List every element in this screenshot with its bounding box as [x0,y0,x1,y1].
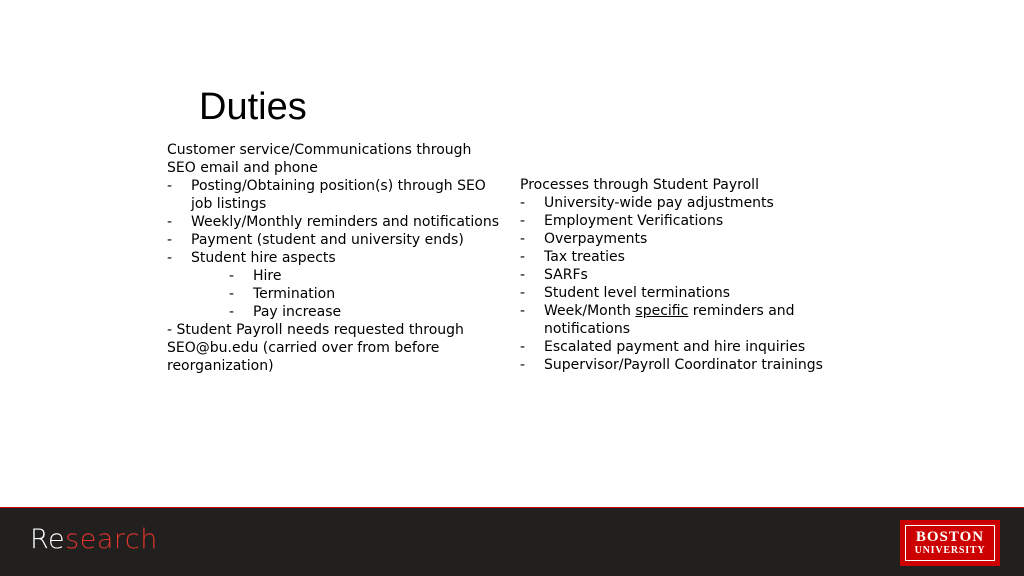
list-item-text: Escalated payment and hire inquiries [544,339,806,355]
right-column [520,176,860,374]
bullet-dash: - [520,249,526,265]
bullet-dash: - [167,250,173,266]
list-item-text: Overpayments [544,231,648,247]
list-item-text: SARFs [544,267,588,283]
logo-line-boston: BOSTON [915,529,985,545]
sub-list-item-text: Pay increase [253,304,342,320]
list-item-text: Weekly/Monthly reminders and notifications [191,214,500,230]
bullet-dash: - [520,213,526,229]
list-item [520,284,860,302]
list-item-text: Student level terminations [544,285,731,301]
left-note: - Student Payroll needs requested through SEO@bu.edu (carried over from before reorganization) [167,322,464,374]
bullet-dash: - [229,268,235,284]
bullet-dash: - [520,231,526,247]
slide-title: Duties [199,86,307,128]
week-prefix: Week/Month [544,303,636,319]
week-suffix: reminders and notifications [544,303,795,337]
list-item-text: Supervisor/Payroll Coordinator trainings [544,357,823,373]
bullet-dash: - [167,214,173,230]
right-intro: Processes through Student Payroll [520,177,759,193]
list-item [167,231,502,249]
bullet-dash: - [520,267,526,283]
sub-list-item [167,267,502,285]
bullet-dash: - [167,232,173,248]
logo-text-search: search [65,524,158,555]
logo-frame [905,525,995,561]
logo-text-re: Re [30,524,66,555]
footer-bar [0,507,1024,576]
sub-list-item-text: Termination [253,286,336,302]
list-item [520,338,860,356]
list-item-text: Employment Verifications [544,213,724,229]
underlined-word: specific [635,303,689,319]
list-item [167,177,502,213]
list-item [520,194,860,212]
list-item-text: Student hire aspects [191,250,336,266]
sub-list-item [167,303,502,321]
bullet-dash: - [167,178,173,194]
boston-university-logo [900,520,1000,566]
bullet-dash: - [520,303,526,319]
bullet-dash: - [229,286,235,302]
list-item [167,213,502,231]
sub-list-item [167,285,502,303]
list-item [520,266,860,284]
left-intro: Customer service/Communications through SEO email and phone [167,142,472,176]
list-item [520,356,860,374]
list-item [520,248,860,266]
list-item [520,302,860,338]
list-item-text: Payment (student and university ends) [191,232,464,248]
logo-line-university: UNIVERSITY [914,545,986,556]
list-item [167,249,502,267]
bullet-dash: - [520,285,526,301]
left-column [167,141,502,375]
bullet-dash: - [520,339,526,355]
bullet-dash: - [520,195,526,211]
list-item-text: University-wide pay adjustments [544,195,774,211]
bullet-dash: - [520,357,526,373]
list-item [520,212,860,230]
sub-list-item-text: Hire [253,268,282,284]
list-item-text: Tax treaties [544,249,625,265]
research-logo [30,524,158,556]
bullet-dash: - [229,304,235,320]
list-item [520,230,860,248]
list-item-text [544,302,860,338]
list-item-text: Posting/Obtaining position(s) through SEO job listings [191,178,486,212]
